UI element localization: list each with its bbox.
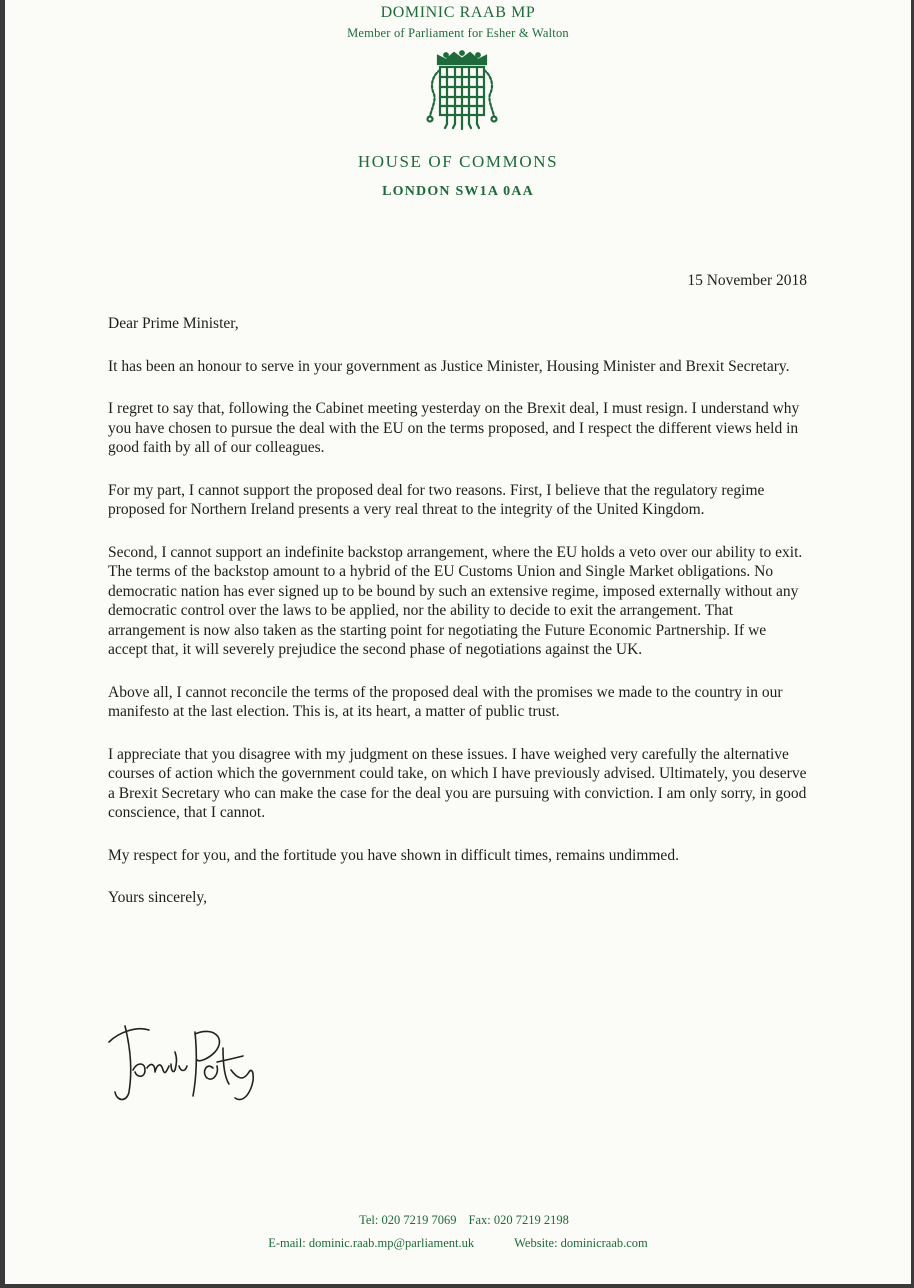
footer-contact-line (5, 1236, 911, 1251)
closing: Yours sincerely, (108, 889, 208, 906)
handwritten-signature (103, 1012, 273, 1112)
paragraph: It has been an honour to serve in your government as Justice Minister, Housing Minister and Brexit Secretary. (108, 357, 790, 375)
mp-constituency: Member of Parliament for Esher & Walton (347, 26, 569, 40)
paragraph: Above all, I cannot reconcile the terms of the proposed deal with the promises we made to the country in our manifesto at the last election. This is, at its heart, a matter of public trust. (108, 683, 783, 720)
portcullis-icon (426, 50, 498, 132)
letter-date: 15 November 2018 (687, 272, 807, 289)
paragraph: I regret to say that, following the Cabinet meeting yesterday on the Brexit deal, I must resign. I understand why you have chosen to pursue the deal with the EU on the terms proposed, and I respect the different views held in good faith by all of our colleagues. (108, 400, 800, 456)
paragraph: My respect for you, and the fortitude you have shown in difficult times, remains undimmed. (108, 846, 679, 864)
mp-name: DOMINIC RAAB MP (380, 4, 536, 21)
footer-website: Website: dominicraab.com (514, 1236, 648, 1250)
salutation: Dear Prime Minister, (108, 315, 239, 332)
paragraph: I appreciate that you disagree with my judgment on these issues. I have weighed very carefully the alternative courses of action which the government could take, on which I have previously advised. Ultimately, you deserve a Brexit Secretary who can make the case for the deal you are pursuing with conviction. I am only sorry, in good conscience, that I cannot. (108, 745, 807, 821)
paragraph: For my part, I cannot support the proposed deal for two reasons. First, I believe that the regulatory regime proposed for Northern Ireland presents a very real threat to the integrity of the United Kingdom. (108, 481, 765, 518)
institution-name: HOUSE OF COMMONS (357, 152, 559, 171)
footer-fax: Fax: 020 7219 2198 (468, 1213, 569, 1227)
letter-body (108, 314, 808, 931)
paragraph: Second, I cannot support an indefinite backstop arrangement, where the EU holds a veto over our ability to exit. The terms of the backstop amount to a hybrid of the EU Customs Union and Single Market obligations. No democratic nation has ever signed up to be bound by such an extensive regime, imposed externally without any democratic control over the laws to be applied, nor the ability to decide to exit the arrangement. That arrangement is now also taken as the starting point for negotiating the Future Economic Partnership. If we accept that, it will severely prejudice the second phase of negotiations against the UK. (108, 543, 803, 658)
institution-address: LONDON SW1A 0AA (382, 184, 534, 199)
footer-phone-line (5, 1213, 911, 1228)
letter-page (5, 0, 911, 1284)
footer-tel: Tel: 020 7219 7069 (359, 1213, 457, 1227)
footer-email: E-mail: dominic.raab.mp@parliament.uk (268, 1236, 475, 1250)
